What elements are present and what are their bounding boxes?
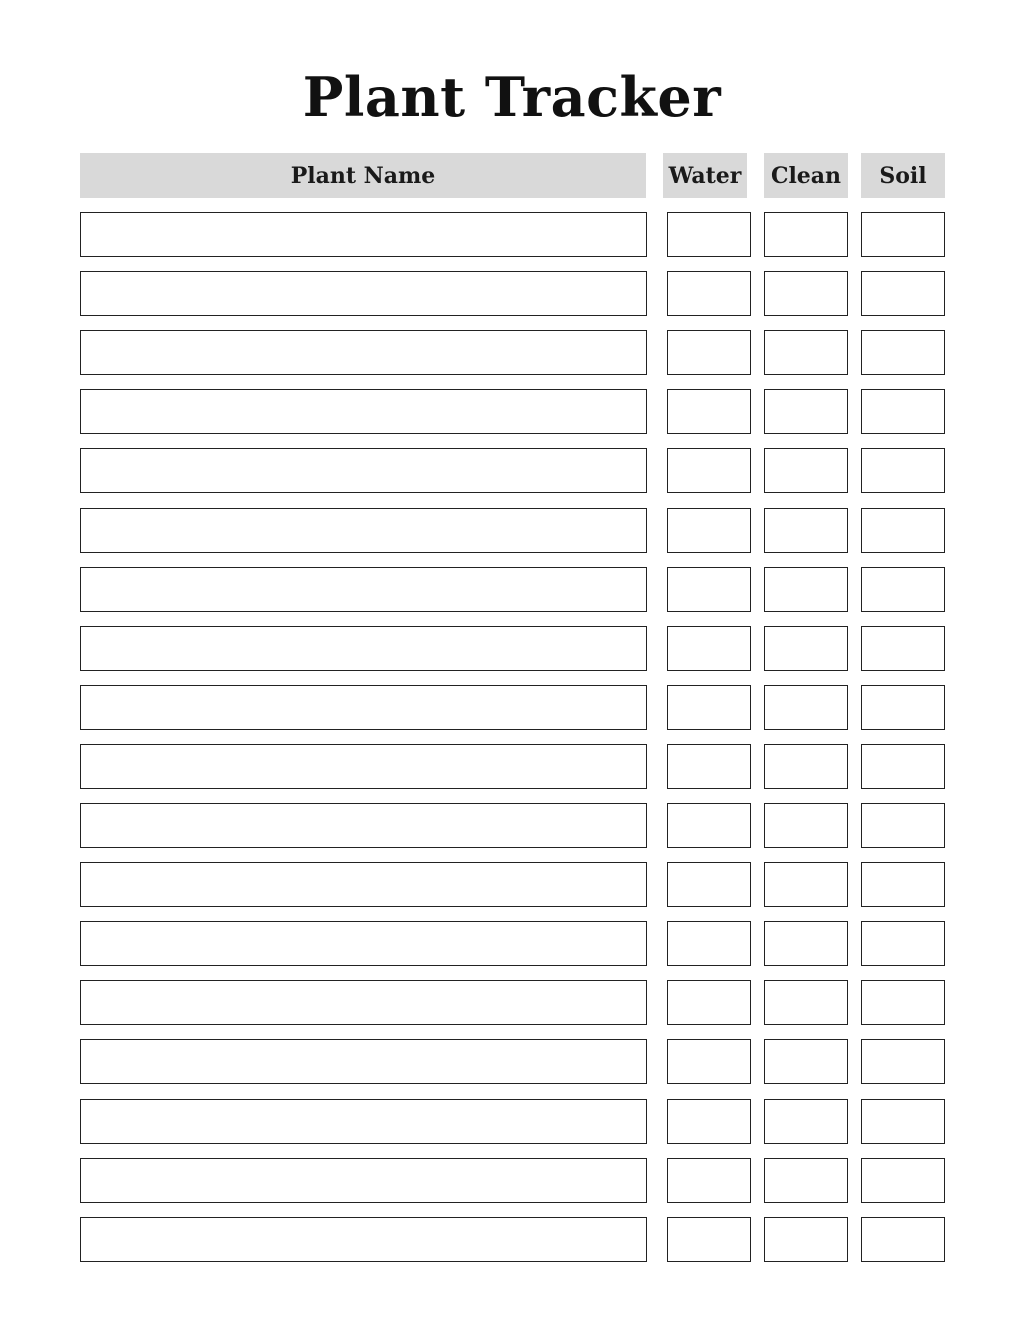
clean-checkbox[interactable]: [764, 1039, 848, 1084]
soil-checkbox[interactable]: [861, 1099, 945, 1144]
table-row: [0, 980, 1024, 1027]
plant-name-field[interactable]: [80, 1217, 647, 1262]
water-checkbox[interactable]: [667, 862, 751, 907]
table-row: [0, 1039, 1024, 1086]
water-checkbox[interactable]: [667, 1039, 751, 1084]
water-checkbox[interactable]: [667, 1158, 751, 1203]
plant-name-field[interactable]: [80, 330, 647, 375]
table-row: [0, 626, 1024, 673]
plant-name-field[interactable]: [80, 212, 647, 257]
table-row: [0, 448, 1024, 495]
plant-name-field[interactable]: [80, 567, 647, 612]
clean-checkbox[interactable]: [764, 862, 848, 907]
water-checkbox[interactable]: [667, 744, 751, 789]
soil-checkbox[interactable]: [861, 1158, 945, 1203]
clean-checkbox[interactable]: [764, 389, 848, 434]
soil-checkbox[interactable]: [861, 330, 945, 375]
soil-checkbox[interactable]: [861, 508, 945, 553]
water-checkbox[interactable]: [667, 212, 751, 257]
water-checkbox[interactable]: [667, 567, 751, 612]
plant-name-field[interactable]: [80, 508, 647, 553]
clean-checkbox[interactable]: [764, 744, 848, 789]
table-row: [0, 271, 1024, 318]
table-row: [0, 1158, 1024, 1205]
plant-name-field[interactable]: [80, 1039, 647, 1084]
soil-checkbox[interactable]: [861, 567, 945, 612]
soil-checkbox[interactable]: [861, 1217, 945, 1262]
table-row: [0, 862, 1024, 909]
table-row: [0, 567, 1024, 614]
plant-name-field[interactable]: [80, 1158, 647, 1203]
table-row: [0, 921, 1024, 968]
soil-checkbox[interactable]: [861, 921, 945, 966]
page-title: Plant Tracker: [302, 65, 722, 129]
clean-checkbox[interactable]: [764, 1099, 848, 1144]
plant-name-field[interactable]: [80, 1099, 647, 1144]
water-checkbox[interactable]: [667, 1217, 751, 1262]
table-row: [0, 1099, 1024, 1146]
plant-name-field[interactable]: [80, 389, 647, 434]
table-row: [0, 1217, 1024, 1264]
clean-checkbox[interactable]: [764, 803, 848, 848]
water-checkbox[interactable]: [667, 626, 751, 671]
clean-checkbox[interactable]: [764, 980, 848, 1025]
clean-checkbox[interactable]: [764, 685, 848, 730]
soil-checkbox[interactable]: [861, 212, 945, 257]
water-checkbox[interactable]: [667, 330, 751, 375]
column-header-plant-name: Plant Name: [80, 153, 646, 198]
table-row: [0, 330, 1024, 377]
water-checkbox[interactable]: [667, 980, 751, 1025]
water-checkbox[interactable]: [667, 803, 751, 848]
clean-checkbox[interactable]: [764, 1158, 848, 1203]
plant-name-field[interactable]: [80, 271, 647, 316]
clean-checkbox[interactable]: [764, 508, 848, 553]
clean-checkbox[interactable]: [764, 448, 848, 493]
clean-checkbox[interactable]: [764, 330, 848, 375]
clean-checkbox[interactable]: [764, 921, 848, 966]
table-row: [0, 212, 1024, 259]
plant-name-field[interactable]: [80, 626, 647, 671]
soil-checkbox[interactable]: [861, 744, 945, 789]
table-row: [0, 389, 1024, 436]
water-checkbox[interactable]: [667, 448, 751, 493]
soil-checkbox[interactable]: [861, 1039, 945, 1084]
soil-checkbox[interactable]: [861, 389, 945, 434]
plant-name-field[interactable]: [80, 744, 647, 789]
soil-checkbox[interactable]: [861, 271, 945, 316]
soil-checkbox[interactable]: [861, 626, 945, 671]
clean-checkbox[interactable]: [764, 271, 848, 316]
plant-name-field[interactable]: [80, 921, 647, 966]
water-checkbox[interactable]: [667, 921, 751, 966]
column-header-clean: Clean: [764, 153, 848, 198]
soil-checkbox[interactable]: [861, 803, 945, 848]
water-checkbox[interactable]: [667, 271, 751, 316]
table-row: [0, 508, 1024, 555]
clean-checkbox[interactable]: [764, 626, 848, 671]
soil-checkbox[interactable]: [861, 980, 945, 1025]
table-row: [0, 803, 1024, 850]
water-checkbox[interactable]: [667, 1099, 751, 1144]
water-checkbox[interactable]: [667, 389, 751, 434]
plant-name-field[interactable]: [80, 685, 647, 730]
column-header-soil: Soil: [861, 153, 945, 198]
table-row: [0, 685, 1024, 732]
soil-checkbox[interactable]: [861, 448, 945, 493]
table-row: [0, 744, 1024, 791]
clean-checkbox[interactable]: [764, 1217, 848, 1262]
water-checkbox[interactable]: [667, 508, 751, 553]
clean-checkbox[interactable]: [764, 212, 848, 257]
plant-name-field[interactable]: [80, 448, 647, 493]
water-checkbox[interactable]: [667, 685, 751, 730]
soil-checkbox[interactable]: [861, 685, 945, 730]
plant-name-field[interactable]: [80, 980, 647, 1025]
plant-name-field[interactable]: [80, 803, 647, 848]
soil-checkbox[interactable]: [861, 862, 945, 907]
column-header-water: Water: [663, 153, 747, 198]
clean-checkbox[interactable]: [764, 567, 848, 612]
plant-name-field[interactable]: [80, 862, 647, 907]
